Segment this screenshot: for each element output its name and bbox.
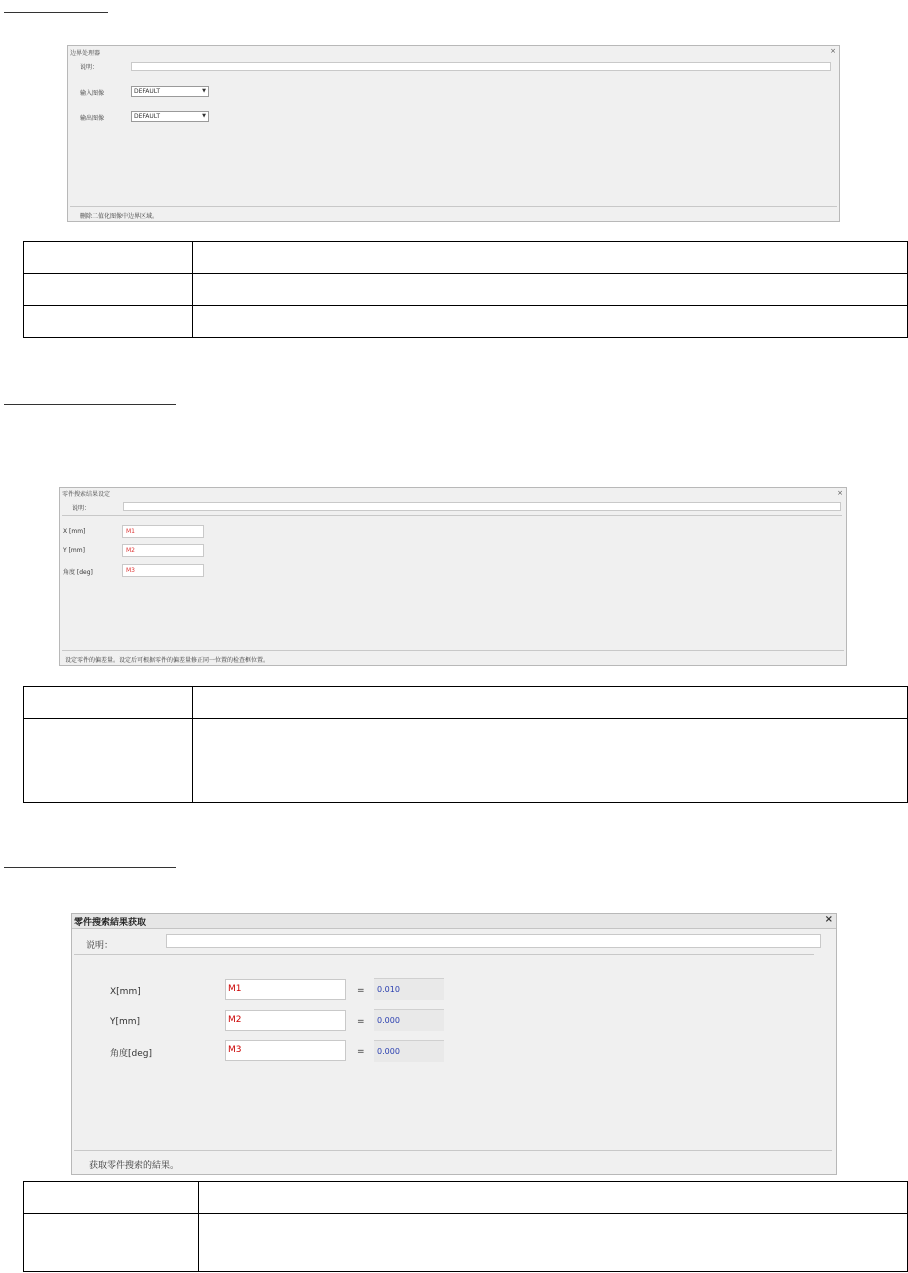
angle-register-value: M3 (228, 1045, 242, 1055)
parameter-table-3 (23, 1181, 908, 1272)
chevron-down-icon: ▼ (202, 113, 206, 119)
output-image-label: 输出图像 (80, 115, 105, 122)
y-equals-sign: = (357, 1017, 365, 1027)
table-cell (24, 274, 193, 306)
table-cell (193, 242, 908, 274)
x-label: X[mm] (110, 987, 141, 997)
output-image-value: DEFAULT (134, 113, 160, 120)
table-cell (199, 1182, 908, 1214)
x-result-value: 0.010 (377, 985, 400, 994)
dialog-title: 边界处理器 (70, 50, 101, 57)
section-heading-underline-1 (4, 12, 108, 13)
description-input[interactable] (123, 502, 841, 511)
table-cell (24, 1214, 199, 1272)
close-icon[interactable]: × (830, 47, 836, 55)
x-equals-sign: = (357, 986, 365, 996)
dialog-title: 零件搜索結果获取 (74, 918, 147, 928)
section-heading-underline-3 (4, 867, 176, 868)
status-text: 设定零件的偏差量。设定后可根据零件的偏差量修正同一位置的检查框位置。 (65, 657, 270, 664)
angle-label: 角度 [deg] (63, 569, 93, 576)
angle-register-field[interactable] (225, 1040, 346, 1061)
table-row (24, 306, 908, 338)
description-label: 说明： (72, 505, 91, 512)
table-cell (193, 687, 908, 719)
y-label: Y[mm] (110, 1017, 141, 1027)
y-register-value: M2 (126, 547, 135, 554)
y-label: Y [mm] (63, 547, 85, 554)
angle-label: 角度[deg] (110, 1049, 152, 1059)
description-input[interactable] (131, 62, 831, 71)
table-cell (24, 242, 193, 274)
table-cell (24, 687, 193, 719)
section-heading-underline-2 (4, 404, 176, 405)
table-cell (24, 1182, 199, 1214)
dialog-part-search-setting (59, 487, 847, 666)
x-result-box (374, 978, 444, 1000)
table-cell (193, 306, 908, 338)
input-image-select[interactable] (131, 86, 209, 97)
dialog-title: 零件搜索结果设定 (62, 491, 111, 498)
x-register-field[interactable] (225, 979, 346, 1000)
description-divider (62, 515, 842, 516)
description-label: 说明： (86, 941, 114, 951)
table-row (24, 242, 908, 274)
x-register-field[interactable] (122, 525, 204, 538)
y-result-box (374, 1009, 444, 1031)
y-register-field[interactable] (122, 544, 204, 557)
table-cell (193, 719, 908, 803)
table-row (24, 274, 908, 306)
description-label: 说明： (80, 64, 99, 71)
table-cell (24, 719, 193, 803)
table-row (24, 687, 908, 719)
table-row (24, 719, 908, 803)
table-cell (193, 274, 908, 306)
description-divider (74, 954, 814, 955)
chevron-down-icon: ▼ (202, 88, 206, 94)
y-result-value: 0.000 (377, 1016, 400, 1025)
dialog-titlebar (72, 914, 836, 929)
parameter-table-1 (23, 241, 908, 338)
angle-result-box (374, 1040, 444, 1062)
angle-result-value: 0.000 (377, 1047, 400, 1056)
x-label: X [mm] (63, 528, 86, 535)
close-icon[interactable]: × (824, 914, 833, 925)
status-divider (62, 650, 844, 651)
status-text: 删除二值化图像中边界区域。 (80, 213, 159, 220)
input-image-label: 输入图像 (80, 90, 105, 97)
dialog-boundary-processor (67, 45, 840, 222)
table-cell (24, 306, 193, 338)
status-divider (70, 206, 837, 207)
table-row (24, 1214, 908, 1272)
parameter-table-2 (23, 686, 908, 803)
dialog-part-search-result (71, 913, 837, 1175)
angle-register-field[interactable] (122, 564, 204, 577)
y-register-value: M2 (228, 1015, 242, 1025)
status-text: 获取零件搜索的結果。 (89, 1161, 180, 1171)
table-cell (199, 1214, 908, 1272)
x-register-value: M1 (126, 528, 135, 535)
x-register-value: M1 (228, 984, 242, 994)
output-image-select[interactable] (131, 111, 209, 122)
angle-equals-sign: = (357, 1047, 365, 1057)
status-divider (74, 1150, 832, 1151)
close-icon[interactable]: × (837, 489, 843, 497)
table-row (24, 1182, 908, 1214)
y-register-field[interactable] (225, 1010, 346, 1031)
angle-register-value: M3 (126, 567, 135, 574)
description-input[interactable] (166, 934, 821, 948)
input-image-value: DEFAULT (134, 88, 160, 95)
